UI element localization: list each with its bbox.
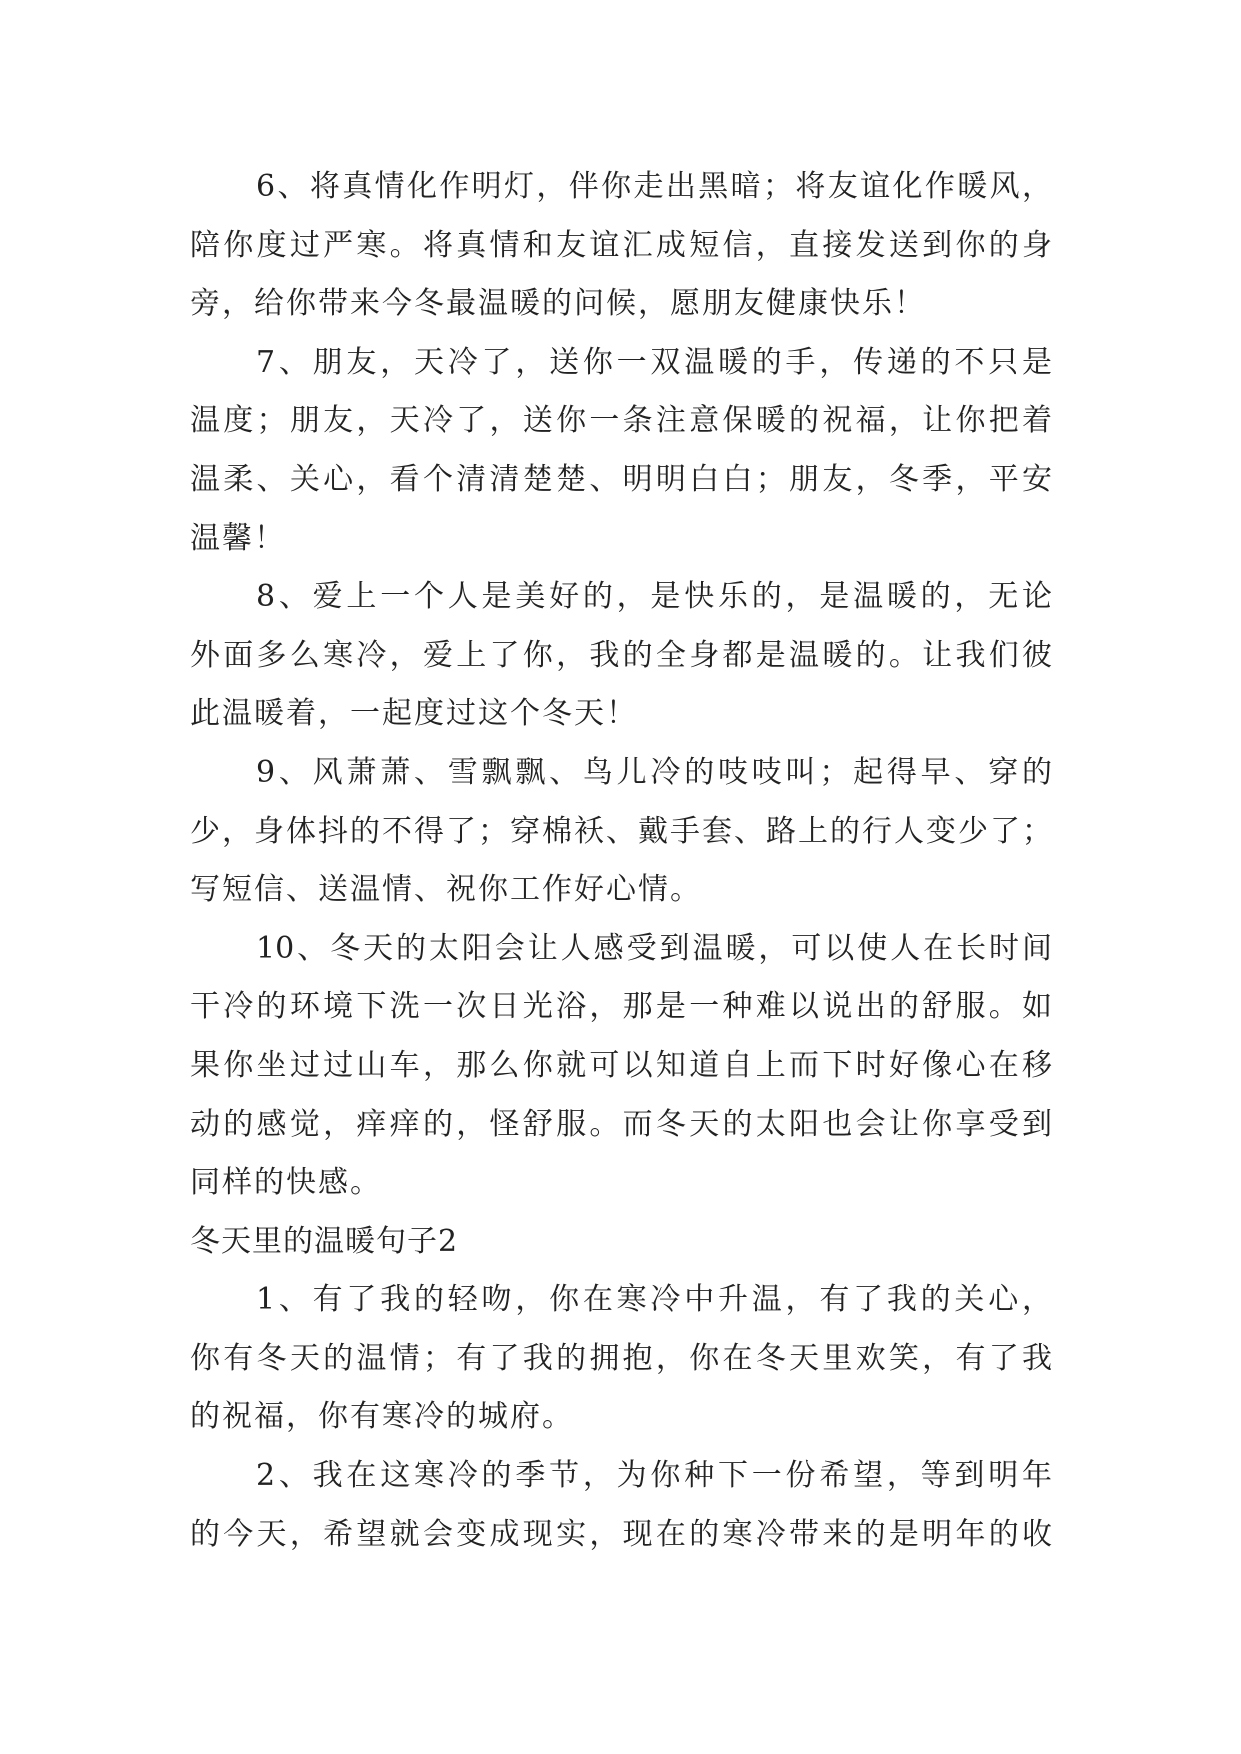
text-line: 果你坐过过山车，那么你就可以知道自上而下时好像心在移 <box>190 1047 1052 1083</box>
text-line: 此温暖着，一起度过这个冬天！ <box>190 696 638 732</box>
text-line: 7、朋友，天冷了，送你一双温暖的手，传递的不只是 <box>256 344 1052 380</box>
text-line: 温度；朋友，天冷了，送你一条注意保暖的祝福，让你把着 <box>190 403 1052 439</box>
text-line: 动的感觉，痒痒的，怪舒服。而冬天的太阳也会让你享受到 <box>190 1106 1052 1142</box>
paragraph <box>190 158 1052 334</box>
text-line: 1、有了我的轻吻，你在寒冷中升温，有了我的关心， <box>256 1282 1052 1318</box>
paragraph <box>190 1271 1052 1447</box>
text-line: 外面多么寒冷，爱上了你，我的全身都是温暖的。让我们彼 <box>190 637 1052 673</box>
text-line: 陪你度过严寒。将真情和友谊汇成短信，直接发送到你的身 <box>190 227 1052 263</box>
text-line: 8、爱上一个人是美好的，是快乐的，是温暖的，无论 <box>256 579 1052 615</box>
text-line: 同样的快感。 <box>190 1165 382 1201</box>
text-line: 温柔、关心，看个清清楚楚、明明白白；朋友，冬季，平安 <box>190 461 1052 497</box>
paragraph <box>190 1447 1052 1564</box>
text-line: 温馨！ <box>190 520 286 556</box>
text-line: 2、我在这寒冷的季节，为你种下一份希望，等到明年 <box>256 1458 1052 1494</box>
text-line: 写短信、送温情、祝你工作好心情。 <box>190 872 702 908</box>
paragraph <box>190 568 1052 744</box>
text-line: 干冷的环境下洗一次日光浴，那是一种难以说出的舒服。如 <box>190 989 1052 1025</box>
paragraph <box>190 744 1052 920</box>
text-line: 的祝福，你有寒冷的城府。 <box>190 1399 574 1435</box>
text-line: 9、风萧萧、雪飘飘、鸟儿冷的吱吱叫；起得早、穿的 <box>256 754 1052 790</box>
text-line: 6、将真情化作明灯，伴你走出黑暗；将友谊化作暖风， <box>256 169 1052 204</box>
text-line: 少，身体抖的不得了；穿棉袄、戴手套、路上的行人变少了； <box>190 813 1052 849</box>
document-body <box>190 158 1052 1564</box>
text-line: 10、冬天的太阳会让人感受到温暖，可以使人在长时间 <box>256 930 1052 966</box>
section-heading: 冬天里的温暖句子2 <box>190 1223 459 1259</box>
paragraph <box>190 334 1052 568</box>
paragraph <box>190 920 1052 1213</box>
text-line: 的今天，希望就会变成现实，现在的寒冷带来的是明年的收 <box>190 1516 1052 1552</box>
text-line: 你有冬天的温情；有了我的拥抱，你在冬天里欢笑，有了我 <box>190 1340 1052 1376</box>
text-line: 旁，给你带来今冬最温暖的问候，愿朋友健康快乐！ <box>190 286 926 322</box>
